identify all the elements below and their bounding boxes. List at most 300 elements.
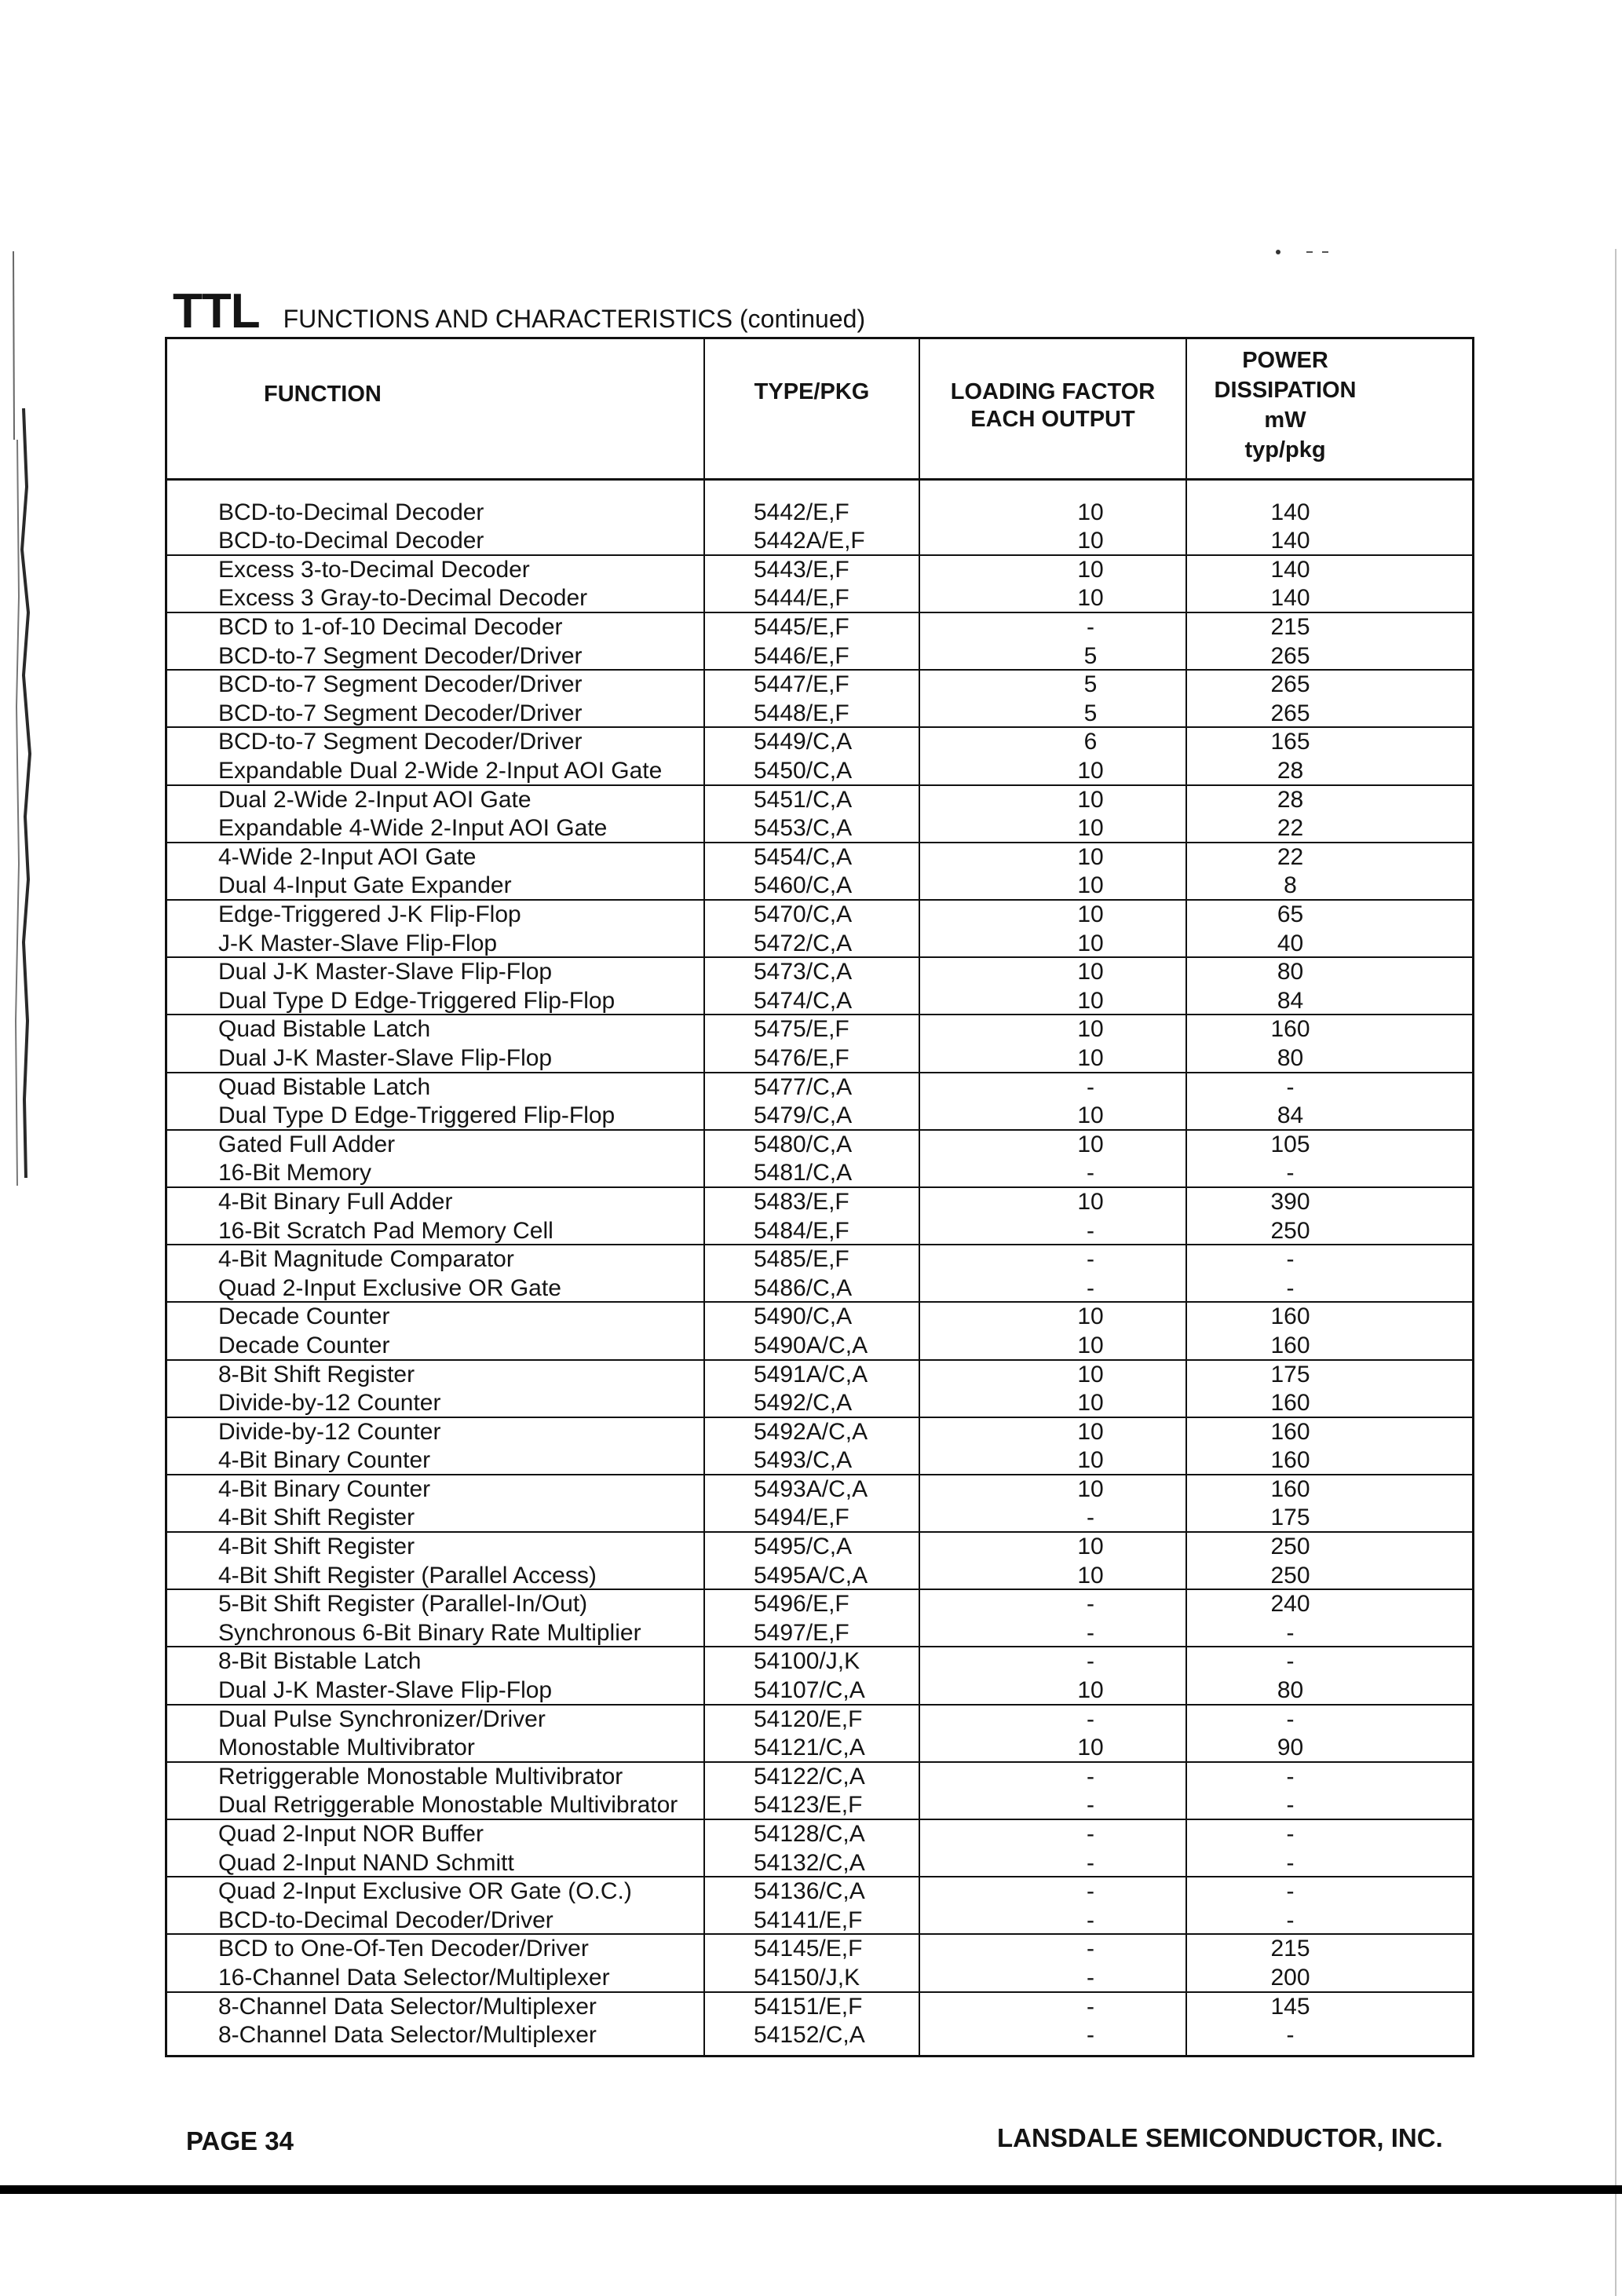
cell-power: -	[1286, 1706, 1295, 1732]
cell-type: 5442A/E,F	[754, 528, 865, 554]
cell-type: 5470/C,A	[754, 901, 853, 927]
cell-function: Excess 3 Gray-to-Decimal Decoder	[218, 585, 588, 612]
cell-power: -	[1286, 1073, 1295, 1100]
cell-power: 165	[1270, 729, 1310, 755]
cell-loading: -	[1087, 1648, 1094, 1675]
cell-type: 54150/J,K	[754, 1964, 860, 1991]
cell-type: 5474/C,A	[754, 987, 853, 1014]
table-row	[167, 1763, 1472, 1792]
cell-loading: -	[1087, 1274, 1094, 1301]
cell-function: Quad Bistable Latch	[218, 1016, 431, 1043]
table-row	[167, 1504, 1472, 1533]
cell-loading: 10	[1077, 1390, 1104, 1417]
cell-loading: 10	[1077, 1447, 1104, 1474]
cell-power: 175	[1270, 1361, 1310, 1387]
table-row	[167, 757, 1472, 786]
table-row	[167, 1849, 1472, 1878]
cell-loading: -	[1087, 1706, 1094, 1732]
scan-edge-line-left	[13, 251, 14, 440]
scan-speck	[1322, 251, 1328, 253]
cell-type: 5445/E,F	[754, 614, 849, 641]
cell-function: Dual Retriggerable Monostable Multivibrator	[218, 1792, 678, 1819]
cell-loading: 10	[1077, 959, 1104, 985]
cell-power: -	[1286, 1648, 1295, 1675]
cell-power: 160	[1270, 1390, 1310, 1417]
cell-power: 215	[1270, 614, 1310, 641]
cell-function: Expandable Dual 2-Wide 2-Input AOI Gate	[218, 758, 663, 784]
table-row	[167, 1245, 1472, 1274]
cell-function: 4-Bit Magnitude Comparator	[218, 1246, 514, 1273]
cell-power: -	[1286, 1821, 1295, 1847]
table-row	[167, 872, 1472, 901]
cell-type: 54152/C,A	[754, 2022, 865, 2049]
cell-power: 250	[1270, 1534, 1310, 1560]
cell-type: 5481/C,A	[754, 1160, 853, 1186]
cell-power: 80	[1277, 1677, 1304, 1704]
cell-function: Quad 2-Input NOR Buffer	[218, 1821, 484, 1847]
cell-power: 215	[1270, 1936, 1310, 1962]
cell-type: 5493A/C,A	[754, 1475, 868, 1502]
cell-power: -	[1286, 1878, 1295, 1905]
cell-loading: -	[1087, 1936, 1094, 1962]
cell-power: 160	[1270, 1303, 1310, 1330]
table-row	[167, 930, 1472, 959]
cell-loading: -	[1087, 1907, 1094, 1933]
cell-power: 265	[1270, 642, 1310, 669]
cell-loading: 10	[1077, 1044, 1104, 1071]
cell-power: 160	[1270, 1475, 1310, 1502]
cell-function: Expandable 4-Wide 2-Input AOI Gate	[218, 815, 608, 842]
cell-function: 4-Wide 2-Input AOI Gate	[218, 843, 477, 870]
cell-type: 54151/E,F	[754, 1993, 863, 2020]
cell-power: 140	[1270, 585, 1310, 612]
cell-power: 140	[1270, 528, 1310, 554]
cell-power: 80	[1277, 1044, 1304, 1071]
cell-loading: -	[1087, 1821, 1094, 1847]
cell-function: Edge-Triggered J-K Flip-Flop	[218, 901, 521, 927]
cell-function: BCD-to-7 Segment Decoder/Driver	[218, 700, 583, 726]
table-row	[167, 1791, 1472, 1820]
cell-function: 4-Bit Binary Counter	[218, 1475, 431, 1502]
cell-type: 5493/C,A	[754, 1447, 853, 1474]
cell-power: 8	[1284, 872, 1297, 899]
cell-loading: 10	[1077, 815, 1104, 842]
cell-type: 54123/E,F	[754, 1792, 863, 1819]
cell-loading: 10	[1077, 1016, 1104, 1043]
column-header-label: DISSIPATION	[1214, 378, 1357, 403]
table-row	[167, 987, 1472, 1016]
cell-loading: 10	[1077, 499, 1104, 525]
table-row	[167, 1877, 1472, 1907]
cell-function: Quad 2-Input Exclusive OR Gate	[218, 1274, 561, 1301]
cell-loading: 10	[1077, 758, 1104, 784]
cell-function: BCD-to-7 Segment Decoder/Driver	[218, 729, 583, 755]
cell-loading: 10	[1077, 1332, 1104, 1358]
cell-type: 5486/C,A	[754, 1274, 853, 1301]
table-row	[167, 556, 1472, 585]
column-header-label: FUNCTION	[264, 382, 382, 407]
cell-function: 8-Bit Bistable Latch	[218, 1648, 422, 1675]
cell-power: 28	[1277, 758, 1304, 784]
table-row	[167, 1361, 1472, 1390]
cell-power: 250	[1270, 1562, 1310, 1589]
cell-function: BCD-to-Decimal Decoder	[218, 499, 484, 525]
cell-power: 175	[1270, 1504, 1310, 1531]
column-header-label: LOADING FACTOR	[950, 379, 1156, 404]
cell-function: Dual J-K Master-Slave Flip-Flop	[218, 959, 553, 985]
cell-function: Dual J-K Master-Slave Flip-Flop	[218, 1044, 553, 1071]
cell-loading: 5	[1083, 642, 1098, 669]
cell-power: 80	[1277, 959, 1304, 985]
cell-type: 5475/E,F	[754, 1016, 849, 1043]
cell-power: -	[1286, 1792, 1295, 1819]
cell-function: Dual 2-Wide 2-Input AOI Gate	[218, 786, 532, 813]
scan-speck	[1306, 251, 1313, 253]
cell-power: 65	[1277, 901, 1304, 927]
table-row	[167, 499, 1472, 528]
column-header-type-pkg	[704, 378, 919, 406]
cell-power: 145	[1270, 1993, 1310, 2020]
cell-loading: -	[1087, 1964, 1094, 1991]
cell-power: 90	[1277, 1735, 1304, 1761]
table-row	[167, 728, 1472, 757]
cell-power: 40	[1277, 930, 1304, 956]
cell-loading: 5	[1083, 671, 1098, 698]
cell-loading: 10	[1077, 1534, 1104, 1560]
cell-function: 4-Bit Shift Register	[218, 1504, 415, 1531]
cell-power: 140	[1270, 556, 1310, 583]
cell-type: 5453/C,A	[754, 815, 853, 842]
table-row	[167, 1647, 1472, 1676]
cell-power: 22	[1277, 815, 1304, 842]
cell-loading: 10	[1077, 1131, 1104, 1157]
cell-loading: -	[1087, 1246, 1094, 1273]
cell-type: 5495/C,A	[754, 1534, 853, 1560]
cell-loading: -	[1087, 1160, 1094, 1186]
cell-power: 28	[1277, 786, 1304, 813]
table-row	[167, 1935, 1472, 1964]
cell-power: 265	[1270, 700, 1310, 726]
cell-type: 5492/C,A	[754, 1390, 853, 1417]
cell-function: 8-Bit Shift Register	[218, 1361, 415, 1387]
cell-power: 160	[1270, 1418, 1310, 1445]
cell-type: 5444/E,F	[754, 585, 849, 612]
cell-loading: -	[1087, 1217, 1094, 1244]
table-row	[167, 1389, 1472, 1418]
table-row	[167, 671, 1472, 700]
cell-power: -	[1286, 1907, 1295, 1933]
column-header-label: mW	[1264, 408, 1306, 433]
cell-power: 390	[1270, 1188, 1310, 1215]
cell-type: 54136/C,A	[754, 1878, 865, 1905]
cell-power: -	[1286, 1763, 1295, 1790]
cell-type: 5460/C,A	[754, 872, 853, 899]
cell-type: 5480/C,A	[754, 1131, 853, 1157]
cell-power: 265	[1270, 671, 1310, 698]
table-row	[167, 1706, 1472, 1735]
table-row	[167, 1533, 1472, 1562]
column-divider	[703, 339, 705, 2055]
cell-function: Quad 2-Input NAND Schmitt	[218, 1849, 514, 1876]
cell-power: -	[1286, 2022, 1295, 2049]
cell-loading: 10	[1077, 987, 1104, 1014]
cell-function: 4-Bit Binary Counter	[218, 1447, 431, 1474]
table-row	[167, 642, 1472, 671]
cell-type: 5495A/C,A	[754, 1562, 868, 1589]
column-header-label: typ/pkg	[1244, 437, 1326, 462]
cell-loading: 10	[1077, 901, 1104, 927]
cell-loading: 10	[1077, 1418, 1104, 1445]
column-header-label: EACH OUTPUT	[970, 407, 1135, 432]
cell-function: Dual Pulse Synchronizer/Driver	[218, 1706, 546, 1732]
cell-type: 5485/E,F	[754, 1246, 849, 1273]
cell-type: 54141/E,F	[754, 1907, 863, 1933]
cell-function: 16-Channel Data Selector/Multiplexer	[218, 1964, 610, 1991]
cell-loading: 10	[1077, 556, 1104, 583]
cell-loading: 10	[1077, 1562, 1104, 1589]
cell-loading: -	[1087, 1878, 1094, 1905]
cell-type: 5451/C,A	[754, 786, 853, 813]
column-header-loading-factor	[919, 378, 1186, 433]
cell-function: Gated Full Adder	[218, 1131, 396, 1157]
table-row	[167, 1562, 1472, 1591]
cell-power: 160	[1270, 1447, 1310, 1474]
table-row	[167, 1159, 1472, 1188]
table-row	[167, 786, 1472, 815]
cell-power: 84	[1277, 1102, 1304, 1129]
table-row	[167, 1015, 1472, 1044]
cell-function: Decade Counter	[218, 1303, 390, 1330]
cell-power: 250	[1270, 1217, 1310, 1244]
cell-loading: 10	[1077, 1188, 1104, 1215]
table-row	[167, 527, 1472, 556]
cell-type: 54107/C,A	[754, 1677, 865, 1704]
table-row	[167, 1303, 1472, 1332]
table-row	[167, 1475, 1472, 1504]
cell-type: 5446/E,F	[754, 642, 849, 669]
cell-power: -	[1286, 1274, 1295, 1301]
cell-loading: 10	[1077, 843, 1104, 870]
scan-speck	[1276, 250, 1280, 254]
cell-loading: 10	[1077, 1303, 1104, 1330]
logo-text: TTL	[173, 284, 260, 338]
cell-loading: 10	[1077, 930, 1104, 956]
cell-power: -	[1286, 1160, 1295, 1186]
cell-function: BCD-to-Decimal Decoder	[218, 528, 484, 554]
cell-function: 16-Bit Scratch Pad Memory Cell	[218, 1217, 553, 1244]
cell-function: 4-Bit Binary Full Adder	[218, 1188, 453, 1215]
cell-power: 22	[1277, 843, 1304, 870]
table-row	[167, 1734, 1472, 1763]
cell-power: -	[1286, 1619, 1295, 1646]
cell-loading: -	[1087, 1993, 1094, 2020]
table-row	[167, 1446, 1472, 1475]
cell-type: 5447/E,F	[754, 671, 849, 698]
cell-type: 5490A/C,A	[754, 1332, 868, 1358]
cell-type: 5442/E,F	[754, 499, 849, 525]
cell-type: 54145/E,F	[754, 1936, 863, 1962]
cell-type: 5448/E,F	[754, 700, 849, 726]
table-header	[167, 339, 1472, 481]
cell-loading: 5	[1083, 700, 1098, 726]
cell-function: Decade Counter	[218, 1332, 390, 1358]
cell-type: 5483/E,F	[754, 1188, 849, 1215]
cell-function: Monostable Multivibrator	[218, 1735, 475, 1761]
table-row	[167, 2021, 1472, 2050]
cell-power: 200	[1270, 1964, 1310, 1991]
cell-type: 54100/J,K	[754, 1648, 860, 1675]
cell-type: 5477/C,A	[754, 1073, 853, 1100]
cell-function: Dual Type D Edge-Triggered Flip-Flop	[218, 987, 616, 1014]
page-number: PAGE 34	[186, 2126, 294, 2155]
table-row	[167, 613, 1472, 642]
cell-loading: 10	[1077, 1475, 1104, 1502]
cell-loading: -	[1087, 1763, 1094, 1790]
company-name: LANSDALE SEMICONDUCTOR, INC.	[997, 2123, 1443, 2152]
cell-power: 105	[1270, 1131, 1310, 1157]
cell-type: 54121/C,A	[754, 1735, 865, 1761]
cell-power: 160	[1270, 1016, 1310, 1043]
cell-type: 5443/E,F	[754, 556, 849, 583]
cell-type: 5491A/C,A	[754, 1361, 868, 1387]
cell-function: BCD-to-7 Segment Decoder/Driver	[218, 671, 583, 698]
cell-function: 16-Bit Memory	[218, 1160, 372, 1186]
cell-function: Quad Bistable Latch	[218, 1073, 431, 1100]
table-body	[167, 499, 1472, 2050]
cell-loading: -	[1087, 1849, 1094, 1876]
cell-loading: 10	[1077, 585, 1104, 612]
cell-function: 8-Channel Data Selector/Multiplexer	[218, 1993, 597, 2020]
table-row	[167, 1102, 1472, 1131]
column-header-label: POWER	[1242, 348, 1328, 373]
cell-function: Dual Type D Edge-Triggered Flip-Flop	[218, 1102, 616, 1129]
column-divider	[1185, 339, 1187, 2055]
table-row	[167, 1676, 1472, 1706]
table-row	[167, 843, 1472, 872]
cell-type: 54132/C,A	[754, 1849, 865, 1876]
cell-function: 5-Bit Shift Register (Parallel-In/Out)	[218, 1591, 588, 1618]
table-row	[167, 901, 1472, 930]
table-row	[167, 584, 1472, 613]
cell-type: 5450/C,A	[754, 758, 853, 784]
table-row	[167, 1820, 1472, 1849]
scan-edge-streak-left-light	[16, 440, 19, 1186]
table-row	[167, 1044, 1472, 1073]
cell-power: 140	[1270, 499, 1310, 525]
cell-function: BCD to 1-of-10 Decimal Decoder	[218, 614, 563, 641]
cell-type: 5472/C,A	[754, 930, 853, 956]
table-row	[167, 1332, 1472, 1361]
cell-loading: 6	[1083, 729, 1098, 755]
cell-function: Retriggerable Monostable Multivibrator	[218, 1763, 623, 1790]
page-heading	[173, 284, 866, 338]
cell-function: 4-Bit Shift Register	[218, 1534, 415, 1560]
table-row	[167, 700, 1472, 729]
cell-type: 5449/C,A	[754, 729, 853, 755]
column-header-label: TYPE/PKG	[754, 379, 870, 404]
cell-loading: -	[1087, 1619, 1094, 1646]
cell-function: Divide-by-12 Counter	[218, 1418, 441, 1445]
cell-type: 5473/C,A	[754, 959, 853, 985]
characteristics-table	[165, 337, 1474, 2057]
cell-loading: -	[1087, 1792, 1094, 1819]
cell-function: Quad 2-Input Exclusive OR Gate (O.C.)	[218, 1878, 632, 1905]
bottom-rule	[0, 2185, 1622, 2194]
cell-function: 4-Bit Shift Register (Parallel Access)	[218, 1562, 597, 1589]
table-row	[167, 1590, 1472, 1619]
cell-type: 5497/E,F	[754, 1619, 849, 1646]
cell-loading: 10	[1077, 1361, 1104, 1387]
table-row	[167, 1073, 1472, 1102]
column-header-power-dissipation	[1186, 345, 1384, 465]
cell-power: 160	[1270, 1332, 1310, 1358]
scan-edge-streak-left	[22, 408, 30, 1178]
column-header-function	[264, 381, 382, 408]
cell-function: Synchronous 6-Bit Binary Rate Multiplier	[218, 1619, 641, 1646]
cell-type: 5496/E,F	[754, 1591, 849, 1618]
cell-loading: 10	[1077, 1102, 1104, 1129]
table-row	[167, 1274, 1472, 1303]
cell-type: 5476/E,F	[754, 1044, 849, 1071]
table-row	[167, 1217, 1472, 1246]
cell-function: Divide-by-12 Counter	[218, 1390, 441, 1417]
table-row	[167, 958, 1472, 987]
cell-loading: -	[1087, 614, 1094, 641]
cell-loading: -	[1087, 1504, 1094, 1531]
cell-loading: -	[1087, 2022, 1094, 2049]
cell-power: -	[1286, 1246, 1295, 1273]
cell-loading: -	[1087, 1073, 1094, 1100]
column-divider	[919, 339, 920, 2055]
table-row	[167, 1619, 1472, 1648]
cell-power: -	[1286, 1849, 1295, 1876]
table-row	[167, 1964, 1472, 1993]
cell-type: 5454/C,A	[754, 843, 853, 870]
cell-type: 5479/C,A	[754, 1102, 853, 1129]
cell-type: 5484/E,F	[754, 1217, 849, 1244]
table-row	[167, 1131, 1472, 1160]
cell-function: Excess 3-to-Decimal Decoder	[218, 556, 530, 583]
cell-power: 84	[1277, 987, 1304, 1014]
cell-type: 5490/C,A	[754, 1303, 853, 1330]
cell-loading: 10	[1077, 786, 1104, 813]
cell-function: Dual J-K Master-Slave Flip-Flop	[218, 1677, 553, 1704]
cell-function: Dual 4-Input Gate Expander	[218, 872, 512, 899]
cell-loading: -	[1087, 1591, 1094, 1618]
cell-function: J-K Master-Slave Flip-Flop	[218, 930, 498, 956]
page-title: FUNCTIONS AND CHARACTERISTICS (continued)	[283, 305, 866, 333]
cell-type: 5492A/C,A	[754, 1418, 868, 1445]
cell-type: 54122/C,A	[754, 1763, 865, 1790]
cell-type: 54120/E,F	[754, 1706, 863, 1732]
cell-function: 8-Channel Data Selector/Multiplexer	[218, 2022, 597, 2049]
table-row	[167, 1418, 1472, 1447]
cell-loading: 10	[1077, 1677, 1104, 1704]
table-row	[167, 1907, 1472, 1936]
cell-type: 54128/C,A	[754, 1821, 865, 1847]
cell-function: BCD-to-7 Segment Decoder/Driver	[218, 642, 583, 669]
cell-loading: 10	[1077, 1735, 1104, 1761]
table-row	[167, 1188, 1472, 1217]
cell-loading: 10	[1077, 872, 1104, 899]
cell-function: BCD-to-Decimal Decoder/Driver	[218, 1907, 553, 1933]
cell-loading: 10	[1077, 528, 1104, 554]
cell-power: 240	[1270, 1591, 1310, 1618]
table-row	[167, 1993, 1472, 2022]
table-row	[167, 814, 1472, 843]
cell-type: 5494/E,F	[754, 1504, 849, 1531]
cell-function: BCD to One-Of-Ten Decoder/Driver	[218, 1936, 589, 1962]
